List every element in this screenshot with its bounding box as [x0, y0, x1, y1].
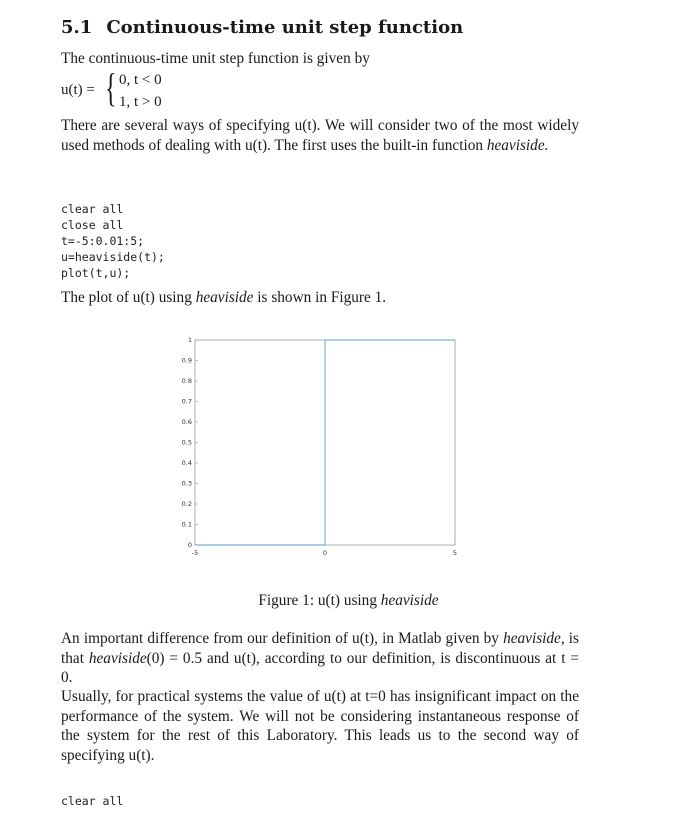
- left-brace-icon: {: [105, 65, 117, 110]
- diff-text-2: , is that: [61, 630, 580, 667]
- plot-sentence-post: is shown in Figure 1.: [257, 289, 387, 306]
- paragraph-difference: [61, 629, 579, 688]
- section-number: 5.1: [61, 17, 93, 38]
- section-heading: [61, 17, 463, 38]
- y-tick-label: 0.7: [181, 397, 192, 406]
- section-title: Continuous-time unit step function: [106, 17, 464, 38]
- y-tick-label: 0.6: [181, 418, 192, 426]
- caption-math: u(t) using: [317, 592, 377, 609]
- code-block-2: [61, 793, 123, 809]
- plot-sentence-pre: The plot of u(t) using: [61, 289, 192, 306]
- code-line: plot(t,u);: [61, 266, 131, 280]
- step-plot: [160, 330, 480, 570]
- code-line: t=-5:0.01:5;: [61, 234, 145, 248]
- y-tick-label: 0.2: [181, 500, 192, 508]
- equation-case-1: 0, t < 0: [119, 72, 162, 88]
- paragraph-methods-text: There are several ways of specifying u(t). We will consider two of the most widely used methods of dealing with u(t). The first uses the built-in function: [61, 117, 579, 154]
- y-tick-label: 0.3: [181, 479, 192, 488]
- code-block-1: [61, 201, 165, 281]
- code-line: clear all: [61, 202, 124, 216]
- code-line: clear all: [61, 794, 124, 808]
- code-line: u=heaviside(t);: [61, 250, 165, 264]
- diff-emph-2: heaviside: [88, 649, 147, 667]
- y-tick-label: 0.4: [181, 459, 192, 467]
- figure-caption: [0, 592, 697, 610]
- y-tick-label: 1: [187, 336, 192, 344]
- y-tick-label: 0.1: [181, 520, 192, 529]
- x-tick-label: 0: [322, 549, 328, 557]
- caption-label: Figure 1:: [258, 592, 315, 609]
- equation-case-2: 1, t > 0: [119, 94, 162, 110]
- paragraph-methods: [61, 116, 579, 155]
- plot-sentence: [61, 288, 579, 308]
- y-tick-label: 0: [187, 541, 192, 549]
- x-tick-label: 5: [452, 549, 458, 557]
- diff-text-1: An important difference from our definition of u(t), in Matlab given by: [61, 630, 499, 647]
- equation-lhs: u(t) =: [61, 82, 95, 98]
- diff-emph-1: heaviside: [503, 630, 561, 647]
- paragraph-usually: Usually, for practical systems the value of u(t) at t=0 has insignificant impact on the performance of the system. We will not be considering instantaneous response of the system for the rest of this Laboratory. This leads us to the second way of specifying u(t).: [61, 688, 579, 764]
- diff-text-3: (0) = 0.5 and u(t), according to our definition, is discontinuous at t = 0.: [61, 649, 579, 686]
- intro-text: The continuous-time unit step function is given by: [61, 50, 370, 67]
- y-tick-label: 0.5: [181, 438, 192, 447]
- y-tick-label: 0.8: [181, 377, 192, 385]
- plot-sentence-emph: heaviside: [195, 289, 254, 306]
- paragraph-methods-emph: heaviside.: [486, 136, 549, 154]
- x-tick-label: -5: [191, 549, 199, 557]
- caption-emph: heaviside: [380, 592, 439, 609]
- code-line: close all: [61, 218, 124, 232]
- y-tick-label: 0.9: [181, 356, 192, 365]
- figure-1: [160, 330, 480, 570]
